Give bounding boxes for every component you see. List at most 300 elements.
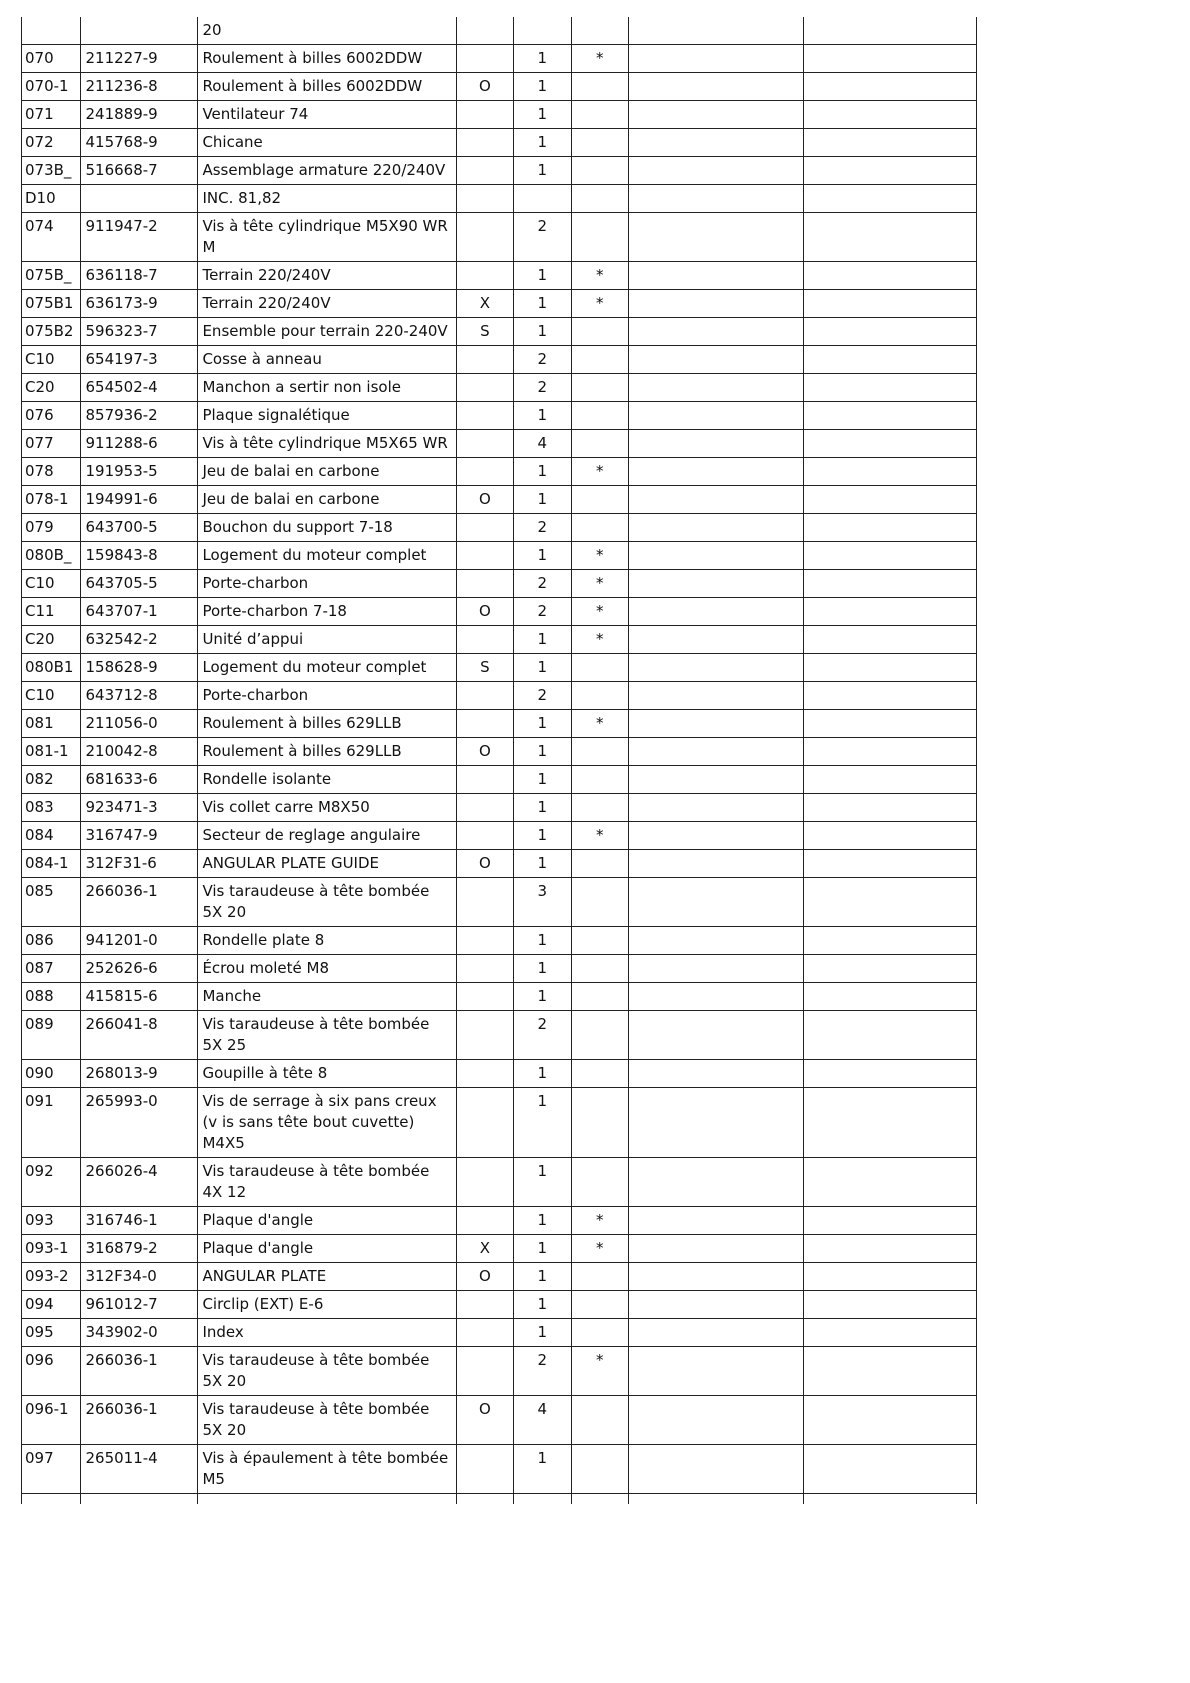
description-cell: Terrain 220/240V [198, 290, 456, 318]
empty-cell [804, 682, 977, 710]
table-row [22, 402, 977, 430]
empty-cell [804, 598, 977, 626]
empty-cell [804, 1235, 977, 1263]
part-number-cell: 961012-7 [81, 1291, 198, 1319]
part-number-cell: 636118-7 [81, 262, 198, 290]
empty-cell [629, 878, 804, 927]
item-code-cell: C10 [22, 682, 81, 710]
star-note-cell: * [571, 1347, 628, 1396]
empty-cell [804, 1158, 977, 1207]
part-number-cell: 316879-2 [81, 1235, 198, 1263]
empty-cell [629, 402, 804, 430]
item-code-cell: 080B1 [22, 654, 81, 682]
empty-cell [629, 682, 804, 710]
star-note-cell [571, 654, 628, 682]
empty-cell [804, 402, 977, 430]
description-cell: Ensemble pour terrain 220-240V [198, 318, 456, 346]
description-cell: ANGULAR PLATE [198, 1263, 456, 1291]
star-note-cell: * [571, 542, 628, 570]
empty-cell [629, 1396, 804, 1445]
item-code-cell: 097 [22, 1445, 81, 1494]
star-note-cell [571, 1263, 628, 1291]
empty-cell [629, 514, 804, 542]
quantity-cell: 1 [514, 290, 571, 318]
empty-cell [804, 290, 977, 318]
quantity-cell: 1 [514, 262, 571, 290]
parts-table-body [22, 17, 977, 1504]
empty-cell [629, 262, 804, 290]
quantity-cell: 1 [514, 1088, 571, 1158]
quantity-cell: 1 [514, 822, 571, 850]
empty-cell [629, 157, 804, 185]
description-cell: Vis taraudeuse à tête bombée 5X 20 [198, 1347, 456, 1396]
item-code-cell: 071 [22, 101, 81, 129]
star-note-cell [571, 682, 628, 710]
marker-cell [456, 1445, 513, 1494]
description-cell: Index [198, 1319, 456, 1347]
empty-cell [804, 1291, 977, 1319]
description-cell: Terrain 220/240V [198, 262, 456, 290]
description-cell: Vis de serrage à six pans creux (v is sans tête bout cuvette) M4X5 [198, 1088, 456, 1158]
marker-cell [456, 185, 513, 213]
item-code-cell: C20 [22, 374, 81, 402]
quantity-cell: 1 [514, 927, 571, 955]
table-row [22, 318, 977, 346]
table-row [22, 346, 977, 374]
description-cell: Circlip (EXT) E-6 [198, 1291, 456, 1319]
table-row [22, 710, 977, 738]
part-number-cell: 343902-0 [81, 1319, 198, 1347]
part-number-cell: 941201-0 [81, 927, 198, 955]
part-number-cell: 266026-4 [81, 1158, 198, 1207]
description-cell: Écrou moleté M8 [198, 955, 456, 983]
empty-cell [629, 1291, 804, 1319]
quantity-cell: 1 [514, 45, 571, 73]
part-number-cell: 681633-6 [81, 766, 198, 794]
star-note-cell [571, 374, 628, 402]
empty-cell [629, 45, 804, 73]
empty-cell [629, 626, 804, 654]
empty-cell [629, 654, 804, 682]
quantity-cell: 2 [514, 682, 571, 710]
part-number-cell: 911947-2 [81, 213, 198, 262]
item-code-cell: 079 [22, 514, 81, 542]
empty-cell [804, 654, 977, 682]
empty-cell [629, 1235, 804, 1263]
empty-cell [804, 486, 977, 514]
part-number-cell: 516668-7 [81, 157, 198, 185]
quantity-cell: 1 [514, 402, 571, 430]
table-row [22, 983, 977, 1011]
quantity-cell: 2 [514, 1011, 571, 1060]
marker-cell [456, 346, 513, 374]
empty-cell [804, 17, 977, 45]
item-code-cell: 093 [22, 1207, 81, 1235]
empty-cell [629, 1158, 804, 1207]
part-number-cell: 643712-8 [81, 682, 198, 710]
empty-cell [804, 1011, 977, 1060]
star-note-cell: * [571, 1235, 628, 1263]
empty-cell [804, 1207, 977, 1235]
item-code-cell: 073B_ [22, 157, 81, 185]
item-code-cell: D10 [22, 185, 81, 213]
marker-cell [456, 1088, 513, 1158]
quantity-cell: 1 [514, 101, 571, 129]
empty-cell [804, 878, 977, 927]
part-number-cell: 191953-5 [81, 458, 198, 486]
table-row [22, 1158, 977, 1207]
empty-cell [804, 738, 977, 766]
table-row [22, 486, 977, 514]
part-number-cell: 632542-2 [81, 626, 198, 654]
marker-cell: O [456, 486, 513, 514]
empty-cell [804, 45, 977, 73]
empty-cell [629, 1207, 804, 1235]
marker-cell: O [456, 1263, 513, 1291]
empty-cell [629, 213, 804, 262]
marker-cell [456, 1291, 513, 1319]
table-row [22, 101, 977, 129]
item-code-cell: 075B_ [22, 262, 81, 290]
item-code-cell: 083 [22, 794, 81, 822]
empty-cell [629, 794, 804, 822]
quantity-cell: 1 [514, 1060, 571, 1088]
table-row [22, 185, 977, 213]
empty-cell [804, 570, 977, 598]
quantity-cell: 3 [514, 878, 571, 927]
item-code-cell: 087 [22, 955, 81, 983]
marker-cell [456, 45, 513, 73]
empty-cell [804, 1396, 977, 1445]
empty-cell [629, 185, 804, 213]
empty-cell [81, 1494, 198, 1505]
part-number-cell [81, 185, 198, 213]
quantity-cell: 2 [514, 598, 571, 626]
item-code-cell: 070-1 [22, 73, 81, 101]
marker-cell [456, 514, 513, 542]
star-note-cell [571, 402, 628, 430]
part-number-cell: 210042-8 [81, 738, 198, 766]
empty-cell [804, 822, 977, 850]
description-cell: Rondelle plate 8 [198, 927, 456, 955]
empty-cell [804, 1347, 977, 1396]
table-row [22, 598, 977, 626]
table-row [22, 430, 977, 458]
empty-cell [629, 1319, 804, 1347]
quantity-cell: 1 [514, 710, 571, 738]
quantity-cell: 2 [514, 570, 571, 598]
description-cell: Vis collet carre M8X50 [198, 794, 456, 822]
star-note-cell [571, 129, 628, 157]
marker-cell [456, 626, 513, 654]
item-code-cell: 090 [22, 1060, 81, 1088]
description-cell: Cosse à anneau [198, 346, 456, 374]
part-number-cell: 159843-8 [81, 542, 198, 570]
part-number-cell: 265011-4 [81, 1445, 198, 1494]
part-number-cell: 911288-6 [81, 430, 198, 458]
empty-cell [629, 542, 804, 570]
quantity-cell [514, 185, 571, 213]
item-code-cell: 076 [22, 402, 81, 430]
description-cell: Assemblage armature 220/240V [198, 157, 456, 185]
marker-cell [456, 983, 513, 1011]
part-number-cell: 266036-1 [81, 1396, 198, 1445]
empty-cell [629, 1011, 804, 1060]
part-number-cell: 241889-9 [81, 101, 198, 129]
quantity-cell: 1 [514, 1445, 571, 1494]
description-cell: Manchon a sertir non isole [198, 374, 456, 402]
star-note-cell [571, 185, 628, 213]
item-code-cell: 092 [22, 1158, 81, 1207]
empty-cell [629, 1445, 804, 1494]
item-code-cell: 093-2 [22, 1263, 81, 1291]
empty-cell [804, 262, 977, 290]
item-code-cell: 075B1 [22, 290, 81, 318]
description-cell: Porte-charbon [198, 682, 456, 710]
part-number-cell: 316746-1 [81, 1207, 198, 1235]
item-code-cell: 070 [22, 45, 81, 73]
empty-cell [629, 374, 804, 402]
table-row [22, 374, 977, 402]
marker-cell [456, 213, 513, 262]
empty-cell [804, 850, 977, 878]
empty-cell [629, 318, 804, 346]
star-note-cell [571, 927, 628, 955]
empty-cell [629, 983, 804, 1011]
part-number-cell: 211236-8 [81, 73, 198, 101]
star-note-cell [571, 1291, 628, 1319]
item-code-cell: 075B2 [22, 318, 81, 346]
part-number-cell: 596323-7 [81, 318, 198, 346]
empty-cell [804, 1445, 977, 1494]
quantity-cell: 1 [514, 1235, 571, 1263]
quantity-cell: 1 [514, 983, 571, 1011]
marker-cell [456, 822, 513, 850]
star-note-cell [571, 73, 628, 101]
description-cell: Vis taraudeuse à tête bombée 5X 20 [198, 878, 456, 927]
star-note-cell [571, 213, 628, 262]
description-cell: Vis taraudeuse à tête bombée 4X 12 [198, 1158, 456, 1207]
empty-cell [629, 101, 804, 129]
marker-cell [456, 1207, 513, 1235]
empty-cell [804, 346, 977, 374]
table-row [22, 570, 977, 598]
empty-cell [804, 766, 977, 794]
empty-cell [198, 1494, 456, 1505]
empty-cell [514, 1494, 571, 1505]
empty-cell [804, 101, 977, 129]
part-number-cell: 268013-9 [81, 1060, 198, 1088]
part-number-cell: 643700-5 [81, 514, 198, 542]
empty-cell [804, 430, 977, 458]
empty-cell [629, 598, 804, 626]
item-code-cell: 074 [22, 213, 81, 262]
star-note-cell [571, 878, 628, 927]
star-note-cell [571, 157, 628, 185]
item-code-cell: C11 [22, 598, 81, 626]
part-number-cell: 252626-6 [81, 955, 198, 983]
star-note-cell [571, 430, 628, 458]
item-code-cell: 084-1 [22, 850, 81, 878]
marker-cell [456, 710, 513, 738]
description-cell: Vis à tête cylindrique M5X65 WR [198, 430, 456, 458]
item-code-cell: 080B_ [22, 542, 81, 570]
table-row [22, 1207, 977, 1235]
marker-cell [456, 570, 513, 598]
part-number-cell: 158628-9 [81, 654, 198, 682]
description-cell: Secteur de reglage angulaire [198, 822, 456, 850]
description-cell: Goupille à tête 8 [198, 1060, 456, 1088]
star-note-cell [571, 346, 628, 374]
table-row [22, 1445, 977, 1494]
table-row [22, 1011, 977, 1060]
part-number-cell: 636173-9 [81, 290, 198, 318]
quantity-cell: 1 [514, 1319, 571, 1347]
table-row [22, 17, 977, 45]
table-row [22, 955, 977, 983]
description-cell: Roulement à billes 629LLB [198, 710, 456, 738]
empty-cell [804, 1088, 977, 1158]
empty-cell [629, 822, 804, 850]
marker-cell [456, 157, 513, 185]
marker-cell [456, 129, 513, 157]
description-cell: Manche [198, 983, 456, 1011]
table-row [22, 1235, 977, 1263]
quantity-cell: 1 [514, 955, 571, 983]
item-code-cell: 085 [22, 878, 81, 927]
marker-cell: O [456, 738, 513, 766]
star-note-cell [571, 17, 628, 45]
quantity-cell: 2 [514, 1347, 571, 1396]
quantity-cell: 1 [514, 654, 571, 682]
item-code-cell: 081-1 [22, 738, 81, 766]
table-row [22, 542, 977, 570]
star-note-cell: * [571, 598, 628, 626]
description-cell: Porte-charbon 7-18 [198, 598, 456, 626]
empty-cell [804, 794, 977, 822]
empty-cell [629, 346, 804, 374]
part-number-cell: 312F34-0 [81, 1263, 198, 1291]
quantity-cell: 1 [514, 458, 571, 486]
description-cell: ANGULAR PLATE GUIDE [198, 850, 456, 878]
empty-cell [22, 1494, 81, 1505]
item-code-cell: 096 [22, 1347, 81, 1396]
part-number-cell: 923471-3 [81, 794, 198, 822]
marker-cell: O [456, 1396, 513, 1445]
item-code-cell: 088 [22, 983, 81, 1011]
description-cell: Jeu de balai en carbone [198, 458, 456, 486]
item-code-cell: 077 [22, 430, 81, 458]
description-cell: Plaque signalétique [198, 402, 456, 430]
star-note-cell [571, 486, 628, 514]
empty-cell [629, 1347, 804, 1396]
star-note-cell: * [571, 570, 628, 598]
part-number-cell: 266036-1 [81, 878, 198, 927]
empty-cell [629, 430, 804, 458]
star-note-cell [571, 955, 628, 983]
quantity-cell: 2 [514, 213, 571, 262]
empty-cell [571, 1494, 628, 1505]
star-note-cell [571, 1319, 628, 1347]
item-code-cell: C10 [22, 346, 81, 374]
quantity-cell: 1 [514, 1207, 571, 1235]
description-cell: Logement du moteur complet [198, 654, 456, 682]
parts-table [21, 17, 977, 1504]
description-cell: Vis à tête cylindrique M5X90 WR M [198, 213, 456, 262]
part-number-cell: 643707-1 [81, 598, 198, 626]
quantity-cell: 1 [514, 157, 571, 185]
marker-cell [456, 101, 513, 129]
item-code-cell: 093-1 [22, 1235, 81, 1263]
table-row [22, 878, 977, 927]
empty-cell [804, 955, 977, 983]
part-number-cell: 265993-0 [81, 1088, 198, 1158]
empty-cell [804, 374, 977, 402]
quantity-cell: 1 [514, 73, 571, 101]
description-cell: Rondelle isolante [198, 766, 456, 794]
empty-cell [804, 983, 977, 1011]
star-note-cell [571, 983, 628, 1011]
marker-cell [456, 878, 513, 927]
description-cell: Roulement à billes 629LLB [198, 738, 456, 766]
part-number-cell: 857936-2 [81, 402, 198, 430]
star-note-cell [571, 1011, 628, 1060]
quantity-cell: 1 [514, 318, 571, 346]
table-row [22, 1088, 977, 1158]
quantity-cell: 1 [514, 850, 571, 878]
part-number-cell: 194991-6 [81, 486, 198, 514]
empty-cell [804, 1263, 977, 1291]
star-note-cell: * [571, 290, 628, 318]
marker-cell [456, 766, 513, 794]
description-cell: Vis taraudeuse à tête bombée 5X 25 [198, 1011, 456, 1060]
marker-cell [456, 17, 513, 45]
empty-cell [456, 1494, 513, 1505]
part-number-cell: 211056-0 [81, 710, 198, 738]
marker-cell [456, 1011, 513, 1060]
table-row [22, 514, 977, 542]
item-code-cell: 081 [22, 710, 81, 738]
description-cell: Logement du moteur complet [198, 542, 456, 570]
star-note-cell [571, 1060, 628, 1088]
description-cell: Plaque d'angle [198, 1235, 456, 1263]
item-code-cell [22, 17, 81, 45]
table-row [22, 654, 977, 682]
marker-cell: S [456, 318, 513, 346]
part-number-cell: 266041-8 [81, 1011, 198, 1060]
empty-cell [804, 213, 977, 262]
star-note-cell [571, 738, 628, 766]
empty-cell [629, 738, 804, 766]
star-note-cell: * [571, 262, 628, 290]
part-number-cell: 415768-9 [81, 129, 198, 157]
empty-cell [629, 766, 804, 794]
marker-cell [456, 1158, 513, 1207]
quantity-cell: 4 [514, 1396, 571, 1445]
star-note-cell: * [571, 710, 628, 738]
marker-cell [456, 1319, 513, 1347]
part-number-cell: 211227-9 [81, 45, 198, 73]
star-note-cell [571, 1158, 628, 1207]
empty-cell [804, 185, 977, 213]
table-row [22, 1347, 977, 1396]
item-code-cell: 095 [22, 1319, 81, 1347]
description-cell: Vis taraudeuse à tête bombée 5X 20 [198, 1396, 456, 1445]
empty-cell [629, 850, 804, 878]
table-row [22, 1291, 977, 1319]
empty-cell [629, 1263, 804, 1291]
table-row [22, 1060, 977, 1088]
